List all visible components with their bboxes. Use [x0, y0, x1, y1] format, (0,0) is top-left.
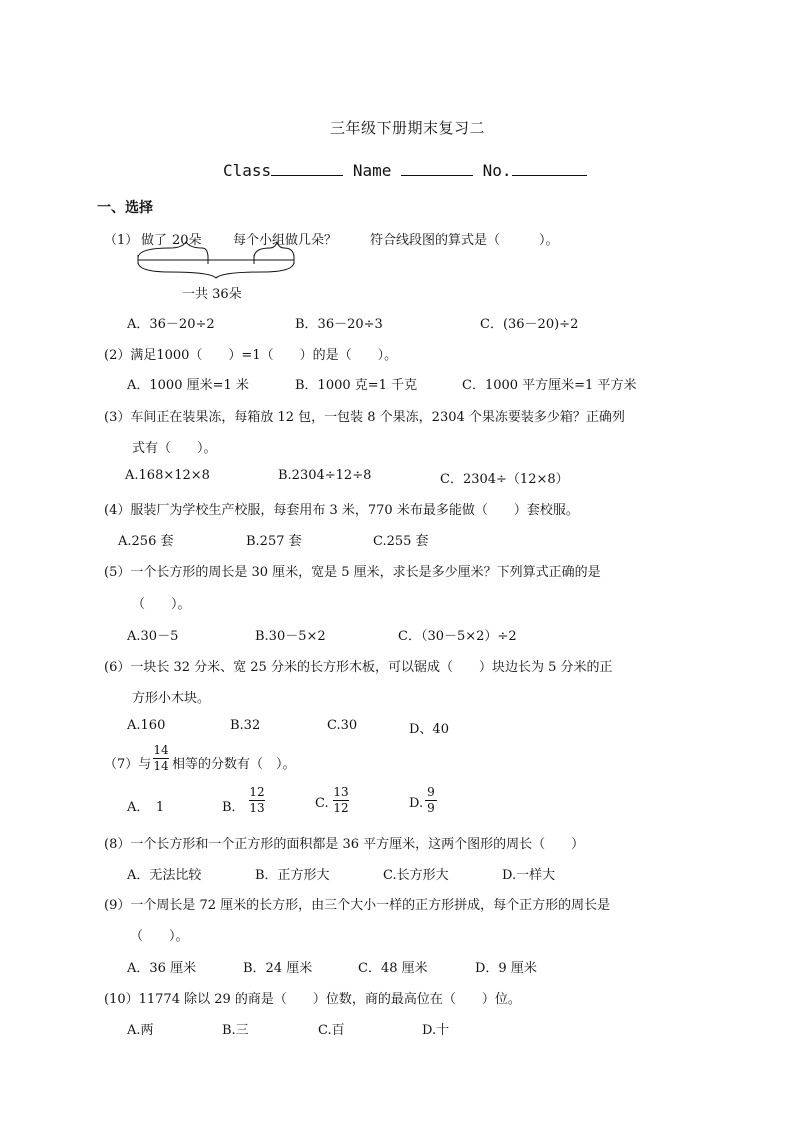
q2-option-a: A．1000 厘米=1 米 [127, 378, 249, 393]
q8-option-c: C.长方形大 [383, 868, 449, 883]
q8-text: (8）一个长方形和一个正方形的面积都是 36 平方厘米，这两个图形的周长（ ） [104, 837, 585, 852]
class-label: Class [223, 161, 272, 180]
q9-option-b: B．24 厘米 [243, 961, 313, 976]
brace-group [254, 242, 294, 258]
q8-option-d: D.一样大 [502, 868, 556, 883]
name-label: Name [352, 161, 392, 180]
brace-total [138, 262, 294, 278]
q1-number: （1） [104, 233, 139, 248]
fraction-numerator: 14 [153, 743, 169, 757]
q4-option-c: C.255 套 [373, 534, 429, 549]
page-title: 三年级下册期末复习二 [330, 119, 486, 137]
q7-option-b-label: B． [222, 800, 245, 815]
q2-option-b: B．1000 克=1 千克 [295, 378, 418, 393]
q9-text-line2: （ ）。 [130, 929, 189, 944]
q4-text: (4）服装厂为学校生产校服，每套用布 3 米，770 米布最多能做（ ）套校服。 [104, 503, 579, 518]
q10-option-c: C.百 [318, 1023, 345, 1038]
q7-option-d-label: D. [409, 796, 424, 811]
q8-option-a: A．无法比较 [127, 868, 202, 883]
section-heading: 一、选择 [97, 200, 153, 216]
q7-option-c-label: C. [315, 796, 329, 811]
q6-text-line1: (6）一块长 32 分米、宽 25 分米的长方形木板，可以锯成（ ）块边长为 5 分米的正 [104, 660, 613, 675]
q3-option-b: B.2304÷12÷8 [278, 468, 372, 483]
no-label: No. [482, 161, 512, 180]
q1-seg-middle: 每个小组做几朵？ [233, 233, 338, 248]
q6-option-c: C.30 [327, 718, 358, 733]
q6-option-a: A.160 [127, 718, 166, 733]
q8-option-b: B．正方形大 [255, 868, 330, 883]
q7-option-a: A． 1 [127, 800, 165, 815]
q10-option-a: A.两 [127, 1023, 154, 1038]
q4-option-b: B.257 套 [246, 534, 302, 549]
q10-option-b: B.三 [222, 1023, 249, 1038]
q5-option-b: B.30－5×2 [255, 629, 326, 644]
q3-option-a: A.168×12×8 [125, 468, 210, 483]
q7-fraction [153, 744, 169, 773]
brace-done [138, 242, 208, 258]
q1-option-b: B．36－20÷3 [295, 317, 383, 332]
q10-option-d: D.十 [422, 1023, 450, 1038]
q3-text-line1: (3）车间正在装果冻，每箱放 12 包，一包装 8 个果冻，2304 个果冻要装多少箱？正确列 [104, 410, 625, 425]
fraction-denominator: 14 [153, 759, 169, 773]
q1-seg-left-value: 20朵 [172, 233, 202, 248]
q1-option-a: A．36－20÷2 [127, 317, 215, 332]
q6-option-d: D、40 [409, 722, 449, 737]
q7-option-c-fraction: 13 12 [333, 785, 349, 815]
q5-option-c: C．（30－5×2）÷2 [398, 629, 517, 644]
q2-option-c: C．1000 平方厘米=1 平方米 [462, 378, 637, 393]
q4-option-a: A.256 套 [118, 534, 174, 549]
q10-text: (10）11774 除以 29 的商是（ ）位数，商的最高位在（ ）位。 [104, 992, 521, 1007]
class-blank [271, 160, 343, 176]
line-segment-diagram [130, 240, 300, 280]
q3-option-c: C．2304÷（12×8） [440, 472, 569, 487]
q1-total-label: 一共 36朵 [182, 287, 242, 302]
q1-seg-left: 做了 [141, 233, 168, 248]
q1-option-c: C．(36－20)÷2 [480, 317, 579, 332]
q7-text: 相等的分数有（ ）。 [172, 757, 296, 772]
q3-text-line2: 式有（ ）。 [132, 441, 217, 456]
student-info-line [223, 160, 587, 180]
q5-text-line1: (5）一个长方形的周长是 30 厘米，宽是 5 厘米，求长是多少厘米？下列算式正确的是 [104, 565, 601, 580]
q9-option-a: A．36 厘米 [127, 961, 197, 976]
q9-option-d: D．9 厘米 [475, 961, 537, 976]
q2-text: (2）满足1000（ ）=1（ ）的是（ ）。 [104, 348, 398, 363]
q9-text-line1: (9）一个周长是 72 厘米的长方形，由三个大小一样的正方形拼成，每个正方形的周长是 [104, 898, 611, 913]
q6-option-b: B.32 [230, 718, 261, 733]
name-blank [401, 160, 473, 176]
q7-option-d-fraction: 9 9 [425, 786, 437, 815]
q6-text-line2: 方形小木块。 [132, 691, 211, 706]
no-blank [512, 160, 587, 176]
q1-text: 符合线段图的算式是（ ）。 [370, 233, 559, 248]
q5-text-line2: （ ）。 [132, 597, 191, 612]
q9-option-c: C．48 厘米 [358, 961, 428, 976]
q5-option-a: A.30－5 [127, 629, 179, 644]
q7-number: （7）与 [104, 757, 152, 772]
q7-option-b-fraction: 12 13 [249, 785, 265, 815]
